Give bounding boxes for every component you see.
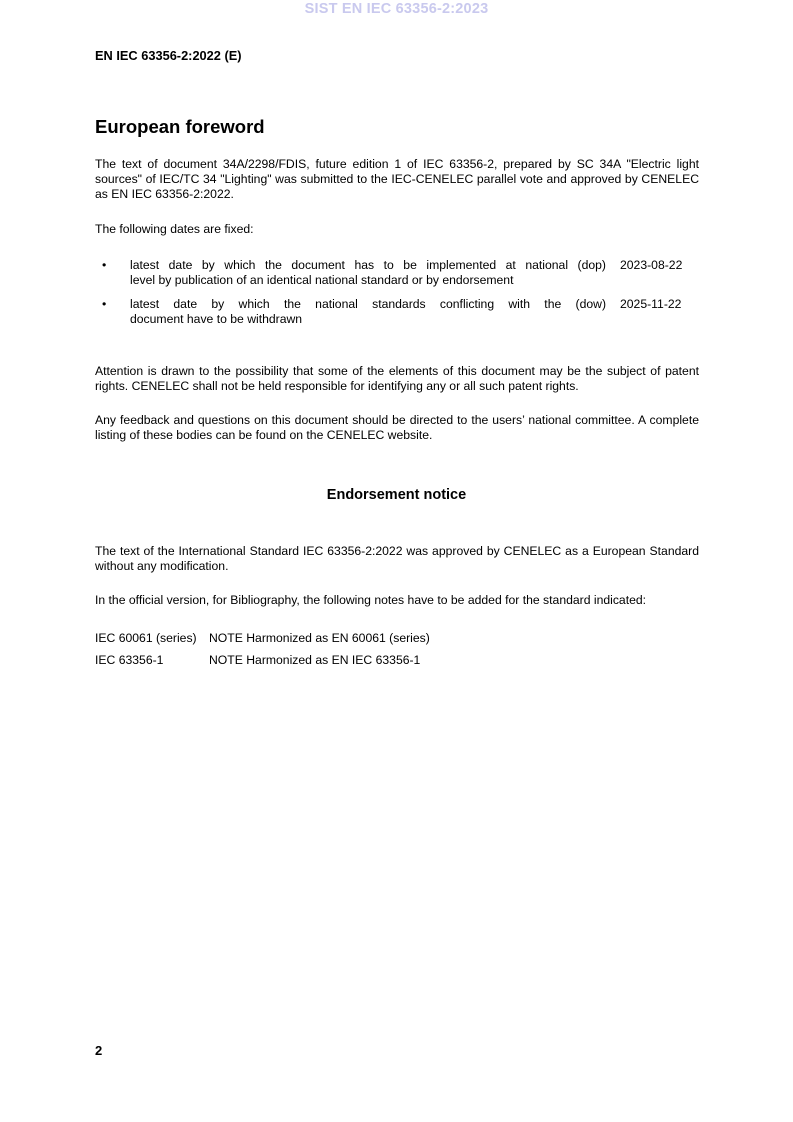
foreword-paragraph-3: Attention is drawn to the possibility that some of the elements of this document may be the subject of patent rights. CENELEC shall not be held responsible for identifying any or all such patent rights. bbox=[95, 364, 699, 393]
endorsement-title: Endorsement notice bbox=[326, 487, 467, 503]
watermark: SIST EN IEC 63356-2:2023 bbox=[304, 1, 489, 17]
foreword-title: European foreword bbox=[95, 116, 265, 137]
date-item-dow bbox=[95, 297, 699, 330]
note-text: NOTE Harmonized as EN 60061 (series) bbox=[209, 631, 430, 645]
date-item-dop bbox=[95, 258, 699, 291]
page-number: 2 bbox=[95, 1043, 103, 1058]
bullet-icon: • bbox=[102, 297, 107, 311]
foreword-paragraph-2: The following dates are fixed: bbox=[95, 222, 254, 236]
note-standard: IEC 63356-1 bbox=[95, 653, 164, 667]
foreword-paragraph-1: The text of document 34A/2298/FDIS, future edition 1 of IEC 63356-2, prepared by SC 34A "Electric light sources" of IEC/TC 34 "Lighting" was submitted to the IEC-CENELEC parallel vote and approved by CENELEC as EN IEC 63356-2:2022. bbox=[95, 157, 699, 201]
bullet-icon: • bbox=[102, 258, 107, 272]
note-text: NOTE Harmonized as EN IEC 63356-1 bbox=[209, 653, 421, 667]
date-item-line-2: level by publication of an identical national standard or by endorsement bbox=[130, 273, 514, 287]
endorsement-paragraph-1: The text of the International Standard IEC 63356-2:2022 was approved by CENELEC as a European Standard without any modification. bbox=[95, 544, 699, 573]
date-value-dop: 2023-08-22 bbox=[620, 258, 683, 272]
note-row bbox=[95, 631, 699, 653]
note-row bbox=[95, 653, 699, 675]
date-value-dow: 2025-11-22 bbox=[620, 297, 682, 311]
document-id: EN IEC 63356-2:2022 (E) bbox=[95, 48, 242, 63]
date-item-line-2: document have to be withdrawn bbox=[130, 312, 303, 326]
date-item-text bbox=[130, 297, 606, 327]
note-standard: IEC 60061 (series) bbox=[95, 631, 197, 645]
date-item-line-1: latest date by which the national standards conflicting with the (dow) bbox=[130, 297, 606, 311]
dates-list bbox=[95, 258, 699, 330]
bibliography-notes bbox=[95, 631, 699, 675]
foreword-paragraph-4: Any feedback and questions on this document should be directed to the users’ national committee. A complete listing of these bodies can be found on the CENELEC website. bbox=[95, 413, 699, 442]
date-item-text bbox=[130, 258, 606, 288]
endorsement-paragraph-2: In the official version, for Bibliography, the following notes have to be added for the standard indicated: bbox=[95, 593, 647, 607]
date-item-line-1: latest date by which the document has to be implemented at national (dop) bbox=[130, 258, 606, 272]
